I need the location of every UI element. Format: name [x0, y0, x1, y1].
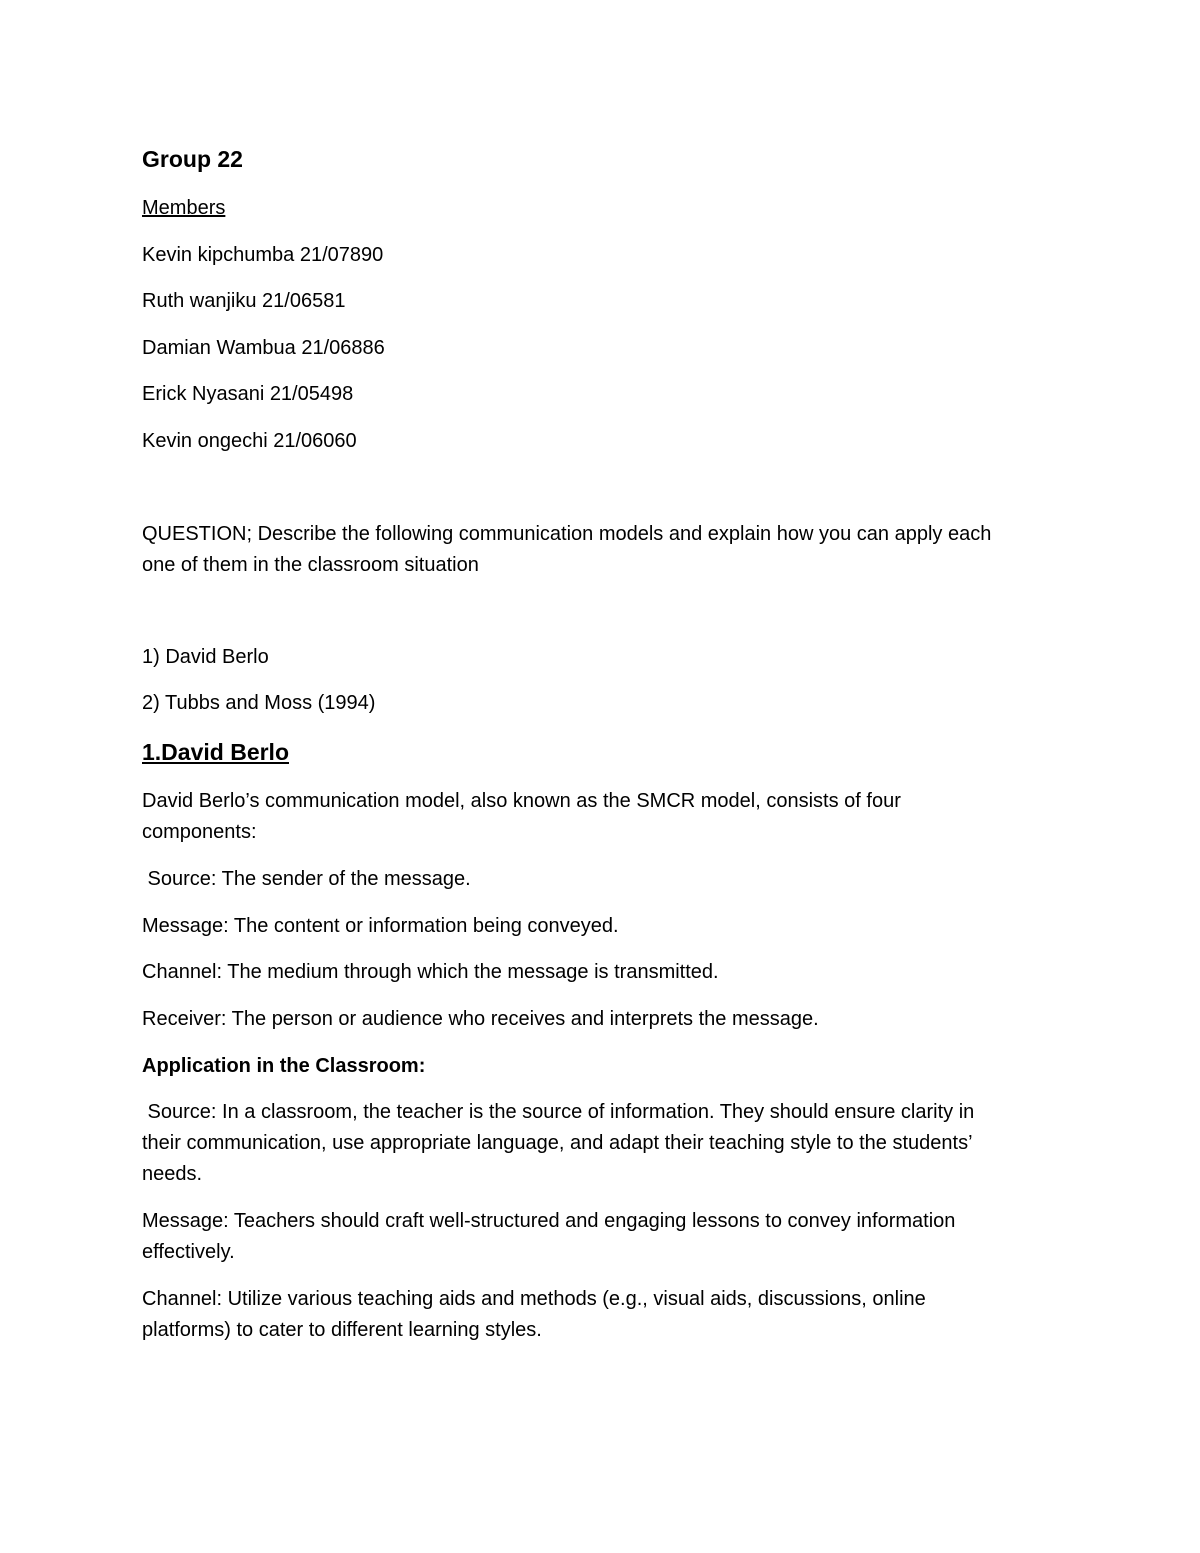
component-receiver: Receiver: The person or audience who receives and interprets the message. [142, 1008, 819, 1030]
member-line: Kevin kipchumba 21/07890 [142, 244, 384, 266]
component-channel: Channel: The medium through which the message is transmitted. [142, 961, 719, 983]
member-line: Damian Wambua 21/06886 [142, 337, 385, 359]
component-source: Source: The sender of the message. [142, 868, 471, 890]
source-application-line: needs. [142, 1163, 203, 1185]
question-line: QUESTION; Describe the following communication models and explain how you can apply each [142, 523, 992, 545]
intro-line: components: [142, 821, 257, 843]
message-application-line: effectively. [142, 1241, 235, 1263]
channel-application-line: platforms) to cater to different learning styles. [142, 1319, 542, 1341]
members-label: Members [142, 197, 226, 219]
source-application-line: their communication, use appropriate language, and adapt their teaching style to the students’ [142, 1132, 973, 1154]
message-application-line: Message: Teachers should craft well-structured and engaging lessons to convey information [142, 1210, 956, 1232]
question-line: one of them in the classroom situation [142, 554, 479, 576]
member-line: Kevin ongechi 21/06060 [142, 430, 357, 452]
model-item: 1) David Berlo [142, 646, 269, 668]
member-line: Erick Nyasani 21/05498 [142, 383, 354, 405]
component-message: Message: The content or information being conveyed. [142, 915, 619, 937]
intro-line: David Berlo’s communication model, also known as the SMCR model, consists of four [142, 790, 901, 812]
channel-application-line: Channel: Utilize various teaching aids and methods (e.g., visual aids, discussions, online [142, 1288, 926, 1310]
model-item: 2) Tubbs and Moss (1994) [142, 692, 376, 714]
application-heading: Application in the Classroom: [142, 1055, 426, 1077]
section-heading: 1.David Berlo [142, 739, 289, 765]
source-application-line: Source: In a classroom, the teacher is the source of information. They should ensure clarity in [142, 1101, 975, 1123]
group-title: Group 22 [142, 146, 243, 172]
member-line: Ruth wanjiku 21/06581 [142, 290, 346, 312]
